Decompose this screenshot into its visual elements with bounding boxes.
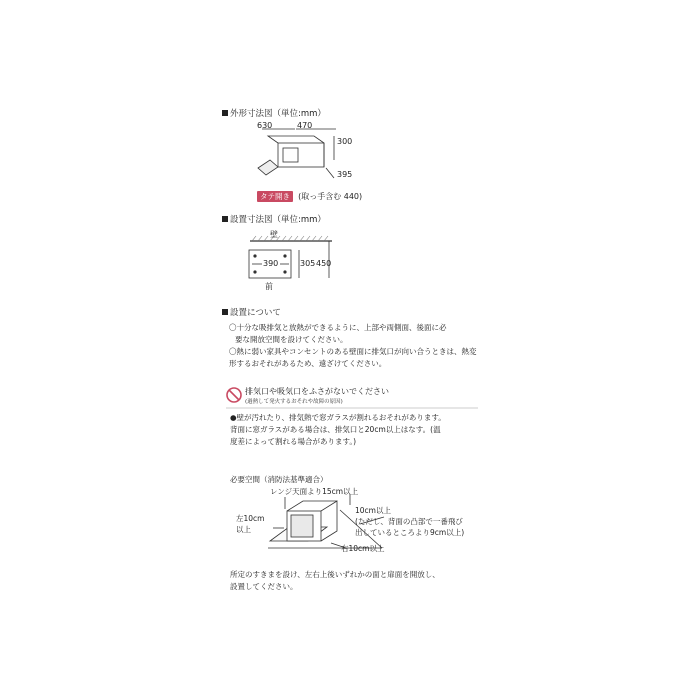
about-line-1: 〇十分な吸排気と放熱ができるように、上部や両側面、後面に必 xyxy=(229,323,447,332)
dim-wall-gap: 450 xyxy=(316,259,332,268)
install-heading xyxy=(222,213,326,225)
about-line-3: 〇熱に弱い家具やコンセントのある壁面に排気口が向い合うときは、熱変形するおそれがあるため、遠ざけてください。 xyxy=(229,347,477,368)
dim-install-depth: 305 xyxy=(300,259,316,268)
dim-depth: 630 xyxy=(257,121,273,130)
outline-title: 外形寸法図（単位:mm） xyxy=(230,109,326,119)
warning-line-2: 背面に窓ガラスがある場合は、排気口と20cm以上はなす。(温 xyxy=(230,425,441,434)
about-title: 設置について xyxy=(230,308,281,318)
dim-inner-depth: 395 xyxy=(337,170,353,179)
front-label: 前 xyxy=(265,282,273,291)
clearance-top: レンジ天面より15cm以上 xyxy=(270,487,359,496)
dim-install-width: 390 xyxy=(263,259,279,268)
handle-note: (取っ手含む 440) xyxy=(298,192,363,201)
wall-label: 壁 xyxy=(270,230,278,239)
dim-height: 300 xyxy=(337,137,353,146)
warning-line-1: ●壁が汚れたり、排気熱で窓ガラスが割れるおそれがあります。 xyxy=(230,413,446,422)
clearance-left-2: 以上 xyxy=(236,525,251,534)
door-badge: タテ開き xyxy=(257,191,293,202)
warning-line-3: 度差によって割れる場合があります。) xyxy=(230,437,357,446)
clearance-rear-2: (ただし、背面の凸部で一番飛び xyxy=(355,517,463,526)
install-title: 設置寸法図（単位:mm） xyxy=(230,215,326,225)
footer-line-1: 所定のすきまを設け、左右上後いずれかの面と扉面を開放し、 xyxy=(230,570,440,579)
clearance-right: 右10cm以上 xyxy=(341,544,385,553)
prohibition-icon xyxy=(227,388,241,402)
install-diagram xyxy=(249,236,332,278)
warning-subtitle: (過熱して発火するおそれや故障の原因) xyxy=(245,399,343,405)
warning-title: 排気口や吸気口をふさがないでください xyxy=(245,387,389,396)
about-line-2: 要な開放空間を設けてください。 xyxy=(235,335,348,344)
outline-diagram xyxy=(258,129,336,178)
dim-width: 470 xyxy=(297,121,313,130)
clearance-rear-3: 出しているところより9cm以上) xyxy=(355,528,465,537)
outline-footnote xyxy=(257,184,362,203)
clearance-left-1: 左10cm xyxy=(236,514,265,523)
about-heading xyxy=(222,306,281,318)
footer-line-2: 設置してください。 xyxy=(230,582,298,591)
square-bullet-icon xyxy=(222,216,228,222)
clearance-rear-1: 10cm以上 xyxy=(355,506,391,515)
clearance-title: 必要空間（消防法基準適合） xyxy=(230,475,328,484)
square-bullet-icon xyxy=(222,309,228,315)
